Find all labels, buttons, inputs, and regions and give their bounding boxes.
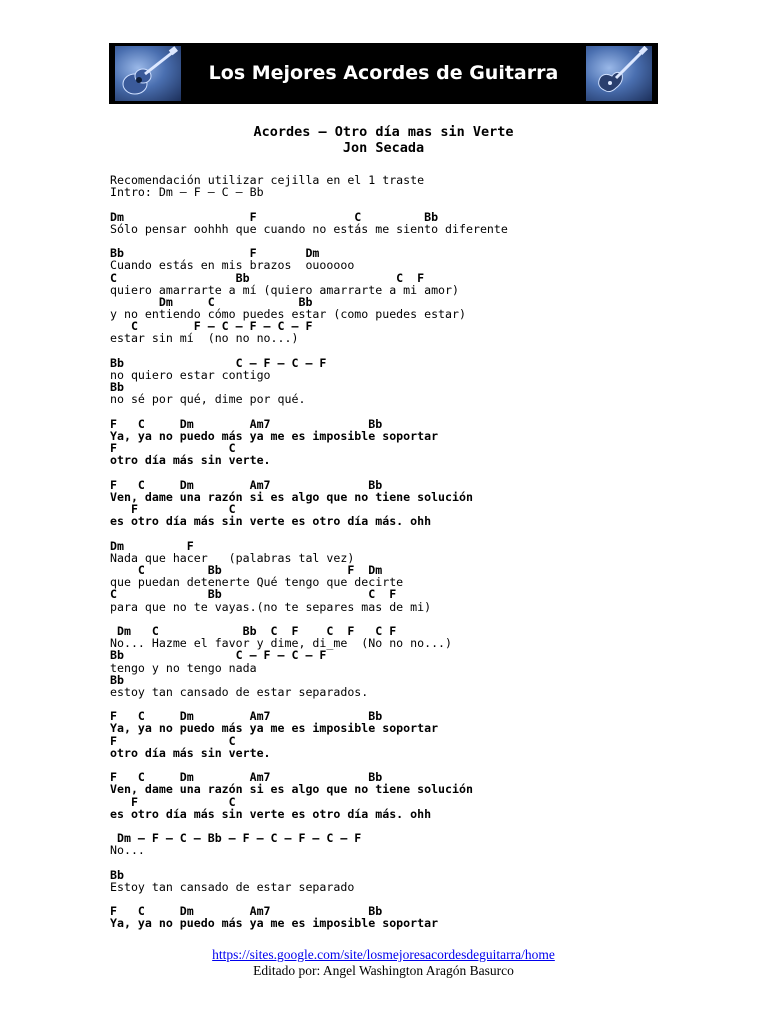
line-gap	[110, 857, 670, 869]
chord-line: Dm C Bb C F C F C F	[110, 623, 397, 638]
lyric-line: Ya, ya no puedo más ya me es imposible soportar	[110, 916, 439, 931]
lyric-line: estoy tan cansado de estar separados.	[110, 684, 369, 699]
chord-line: F C Dm Am7 Bb	[110, 770, 383, 785]
chord-line: Dm F	[110, 538, 194, 553]
chord-line: F C Dm Am7 Bb	[110, 904, 383, 919]
lyric-line: Ya, ya no puedo más ya me es imposible soportar	[110, 428, 439, 443]
chord-line: Dm F C Bb	[110, 209, 439, 224]
song-title: Acordes – Otro día mas sin Verte	[253, 124, 514, 140]
chord-line: Dm C Bb	[110, 294, 313, 309]
lyric-line: Nada que hacer (palabras tal vez)	[110, 550, 355, 565]
lyric-line: no quiero estar contigo	[110, 368, 271, 382]
chord-line: F C	[110, 794, 236, 809]
lyric-line: estar sin mí (no no no...)	[110, 331, 299, 346]
chord-line: F C Dm Am7 Bb	[110, 709, 383, 724]
chord-line: F C	[110, 502, 236, 517]
lyric-line: Intro: Dm – F – C – Bb	[110, 185, 264, 200]
line-gap	[110, 406, 670, 418]
lyric-line: Ya, ya no puedo más ya me es imposible soportar	[110, 721, 439, 736]
chord-line: Bb	[110, 380, 124, 395]
lyric-line: y no entiendo cómo puedes estar (como puedes estar)	[110, 307, 466, 322]
line-gap	[110, 527, 670, 539]
lyric-line: quiero amarrarte a mí (quiero amarrarte a mi amor)	[110, 282, 460, 297]
lyric-line: no sé por qué, dime por qué.	[110, 392, 306, 407]
lyric-line: otro día más sin verte.	[110, 453, 271, 468]
lyric-line: Sólo pensar oohhh que cuando no estás me siento diferente	[110, 221, 508, 236]
footer	[109, 947, 658, 979]
song-artist: Jon Secada	[342, 140, 425, 156]
footer-credit: Editado por: Angel Washington Aragón Basurco	[253, 963, 514, 978]
lyric-line: tengo y no tengo nada	[110, 660, 257, 675]
chord-line: Bb C – F – C – F	[110, 648, 327, 663]
chord-line: Bb	[110, 672, 124, 687]
electric-guitar-icon	[586, 46, 652, 101]
lyric-line: No... Hazme el favor y dime, di_me (No no no...)	[110, 636, 453, 651]
chord-line: Bb C – F – C – F	[110, 355, 327, 370]
banner-title: Los Mejores Acordes de Guitarra	[208, 62, 559, 84]
site-banner	[109, 43, 658, 104]
line-gap	[110, 345, 670, 357]
chord-line: Dm – F – C – Bb – F – C – F – C – F	[110, 831, 362, 846]
chord-line: C Bb C F	[110, 270, 425, 285]
acoustic-guitar-icon	[115, 46, 181, 101]
chord-line: Bb	[110, 867, 124, 882]
song-sheet	[110, 174, 670, 930]
chord-line: C Bb F Dm	[110, 563, 383, 577]
footer-link[interactable]: https://sites.google.com/site/losmejoresacordesdeguitarra/home	[212, 947, 555, 962]
lyric-line: es otro día más sin verte es otro día más. ohh	[110, 806, 432, 821]
chord-line: F C Dm Am7 Bb	[110, 416, 383, 431]
line-gap	[110, 467, 670, 479]
lyric-line: para que no te vayas.(no te separes mas de mi)	[110, 599, 432, 614]
lyric-line: Recomendación utilizar cejilla en el 1 traste	[110, 173, 425, 187]
lyric-line: Estoy tan cansado de estar separado	[110, 879, 355, 894]
lyric-line: es otro día más sin verte es otro día más. ohh	[110, 514, 432, 529]
chord-line: F C	[110, 733, 236, 748]
chord-line: Bb F Dm	[110, 246, 320, 261]
lyric-line: otro día más sin verte.	[110, 745, 271, 760]
chord-line: F C Dm Am7 Bb	[110, 477, 383, 492]
lyric-line: Cuando estás en mis brazos ouooooo	[110, 258, 355, 273]
line-gap	[110, 198, 670, 210]
chord-line: C Bb C F	[110, 587, 397, 602]
lyric-line: que puedan detenerte Qué tengo que decirte	[110, 575, 404, 590]
lyric-line: No...	[110, 843, 145, 858]
lyric-line: Ven, dame una razón si es algo que no tiene solución	[110, 782, 473, 797]
song-header	[109, 124, 658, 156]
chord-line: F C	[110, 441, 236, 456]
lyric-line: Ven, dame una razón si es algo que no tiene solución	[110, 489, 473, 504]
chord-line: C F – C – F – C – F	[110, 319, 313, 334]
